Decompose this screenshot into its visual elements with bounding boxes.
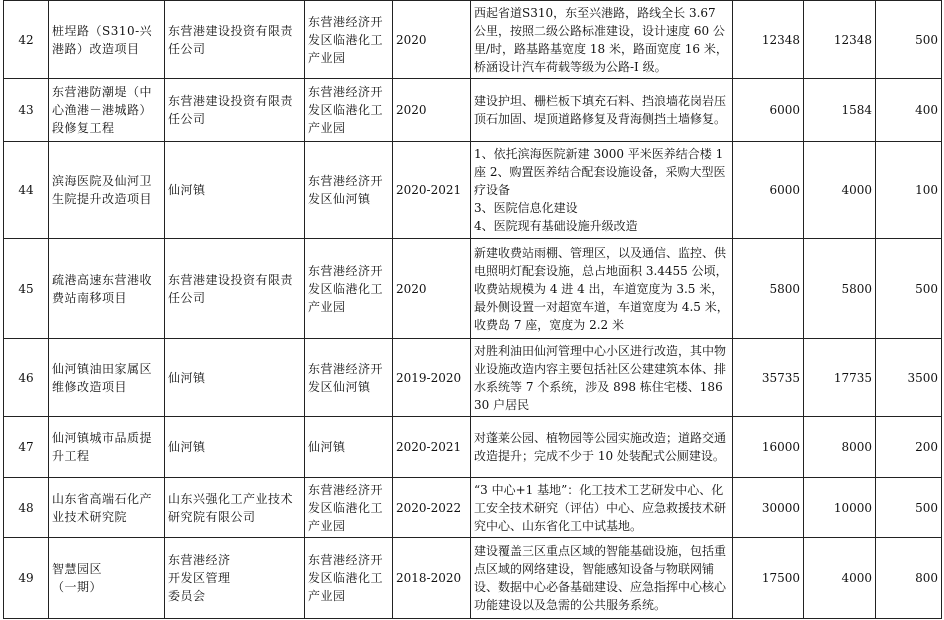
investment-cell: 4000 xyxy=(804,538,876,619)
project-name-cell: 东营港防潮堤（中心渔港－港城路）段修复工程 xyxy=(49,79,165,142)
content-cell: 建设护坦、栅栏板下填充石料、挡浪墙花岗岩压顶石加固、堤顶道路修复及背海侧挡土墙修复。 xyxy=(471,79,733,142)
location-cell: 仙河镇 xyxy=(305,417,393,478)
annual-investment-cell: 800 xyxy=(876,538,942,619)
total-investment-cell: 35735 xyxy=(733,339,804,417)
table-row xyxy=(4,142,942,239)
period-cell: 2020 xyxy=(393,1,471,79)
period-cell: 2020-2021 xyxy=(393,142,471,239)
table-row xyxy=(4,417,942,478)
project-name-cell: 仙河镇油田家属区维修改造项目 xyxy=(49,339,165,417)
annual-investment-cell: 400 xyxy=(876,79,942,142)
row-number-cell: 42 xyxy=(4,1,49,79)
row-number-cell: 46 xyxy=(4,339,49,417)
responsible-unit-cell: 东营港建设投资有限责任公司 xyxy=(165,1,305,79)
responsible-unit-cell: 仙河镇 xyxy=(165,142,305,239)
period-cell: 2019-2020 xyxy=(393,339,471,417)
row-number-cell: 49 xyxy=(4,538,49,619)
project-name-cell: 滨海医院及仙河卫生院提升改造项目 xyxy=(49,142,165,239)
total-investment-cell: 16000 xyxy=(733,417,804,478)
row-number-cell: 43 xyxy=(4,79,49,142)
content-cell: 西起省道S310，东至兴港路，路线全长 3.67 公里，按照二级公路标准建设，设计速度 60 公里/时，路基路基宽度 18 米，路面宽度 16 米，桥涵设计汽车荷载等级为公路-I 级。 xyxy=(471,1,733,79)
location-cell: 东营港经济开发区仙河镇 xyxy=(305,142,393,239)
annual-investment-cell: 3500 xyxy=(876,339,942,417)
location-cell: 东营港经济开发区临港化工产业园 xyxy=(305,239,393,339)
period-cell: 2020-2021 xyxy=(393,417,471,478)
annual-investment-cell: 100 xyxy=(876,142,942,239)
table-row xyxy=(4,239,942,339)
investment-cell: 1584 xyxy=(804,79,876,142)
location-cell: 东营港经济开发区临港化工产业园 xyxy=(305,538,393,619)
investment-cell: 17735 xyxy=(804,339,876,417)
investment-cell: 5800 xyxy=(804,239,876,339)
period-cell: 2020 xyxy=(393,79,471,142)
location-cell: 东营港经济开发区临港化工产业园 xyxy=(305,79,393,142)
responsible-unit-cell: 东营港建设投资有限责任公司 xyxy=(165,79,305,142)
period-cell: 2018-2020 xyxy=(393,538,471,619)
table-row xyxy=(4,1,942,79)
responsible-unit-cell: 东营港经济 开发区管理 委员会 xyxy=(165,538,305,619)
annual-investment-cell: 500 xyxy=(876,1,942,79)
project-name-cell: 仙河镇城市品质提升工程 xyxy=(49,417,165,478)
row-number-cell: 47 xyxy=(4,417,49,478)
content-cell: 1、依托滨海医院新建 3000 平米医养结合楼 1 座 2、购置医养结合配套设施设备，采购大型医疗设备 3、医院信息化建设 4、医院现有基础设施升级改造 xyxy=(471,142,733,239)
table-row xyxy=(4,478,942,538)
project-name-cell: 桩埕路（S310-兴港路）改造项目 xyxy=(49,1,165,79)
table-body xyxy=(4,1,942,619)
row-number-cell: 44 xyxy=(4,142,49,239)
annual-investment-cell: 500 xyxy=(876,478,942,538)
period-cell: 2020-2022 xyxy=(393,478,471,538)
investment-cell: 4000 xyxy=(804,142,876,239)
total-investment-cell: 17500 xyxy=(733,538,804,619)
investment-cell: 8000 xyxy=(804,417,876,478)
content-cell: 对胜利油田仙河管理中心小区进行改造，其中物业设施改造内容主要包括社区公建建筑本体、排水系统等 7 个系统，涉及 898 栋住宅楼、18630 户居民 xyxy=(471,339,733,417)
content-cell: 对蓬莱公园、植物园等公园实施改造；道路交通改造提升；完成不少于 10 处装配式公厕建设。 xyxy=(471,417,733,478)
total-investment-cell: 5800 xyxy=(733,239,804,339)
location-cell: 东营港经济开发区临港化工产业园 xyxy=(305,478,393,538)
period-cell: 2020 xyxy=(393,239,471,339)
content-cell: 建设覆盖三区重点区域的智能基础设施，包括重点区域的网络建设，智能感知设备与物联网铺设、数据中心必备基础建设、应急指挥中心核心功能建设以及急需的公共服务系统。 xyxy=(471,538,733,619)
row-number-cell: 48 xyxy=(4,478,49,538)
responsible-unit-cell: 东营港建设投资有限责任公司 xyxy=(165,239,305,339)
responsible-unit-cell: 仙河镇 xyxy=(165,339,305,417)
project-name-cell: 智慧园区 （一期） xyxy=(49,538,165,619)
table-row xyxy=(4,339,942,417)
investment-cell: 10000 xyxy=(804,478,876,538)
content-cell: 新建收费站雨棚、管理区，以及通信、监控、供电照明灯配套设施，总占地面积 3.4455 公顷，收费站规模为 4 进 4 出，车道宽度为 3.5 米，最外侧设置一对超宽车道，车道宽度为 4.5 米，收费岛 7 座，宽度为 2.2 米 xyxy=(471,239,733,339)
table-row xyxy=(4,538,942,619)
project-name-cell: 疏港高速东营港收费站南移项目 xyxy=(49,239,165,339)
project-table xyxy=(3,0,942,619)
investment-cell: 12348 xyxy=(804,1,876,79)
row-number-cell: 45 xyxy=(4,239,49,339)
responsible-unit-cell: 仙河镇 xyxy=(165,417,305,478)
annual-investment-cell: 500 xyxy=(876,239,942,339)
total-investment-cell: 6000 xyxy=(733,142,804,239)
project-name-cell: 山东省高端石化产业技术研究院 xyxy=(49,478,165,538)
total-investment-cell: 30000 xyxy=(733,478,804,538)
annual-investment-cell: 200 xyxy=(876,417,942,478)
total-investment-cell: 12348 xyxy=(733,1,804,79)
content-cell: “3 中心+1 基地”：化工技术工艺研发中心、化工安全技术研究（评估）中心、应急救援技术研究中心、山东省化工中试基地。 xyxy=(471,478,733,538)
responsible-unit-cell: 山东兴强化工产业技术研究院有限公司 xyxy=(165,478,305,538)
table-row xyxy=(4,79,942,142)
location-cell: 东营港经济开发区临港化工产业园 xyxy=(305,1,393,79)
location-cell: 东营港经济开发区仙河镇 xyxy=(305,339,393,417)
total-investment-cell: 6000 xyxy=(733,79,804,142)
